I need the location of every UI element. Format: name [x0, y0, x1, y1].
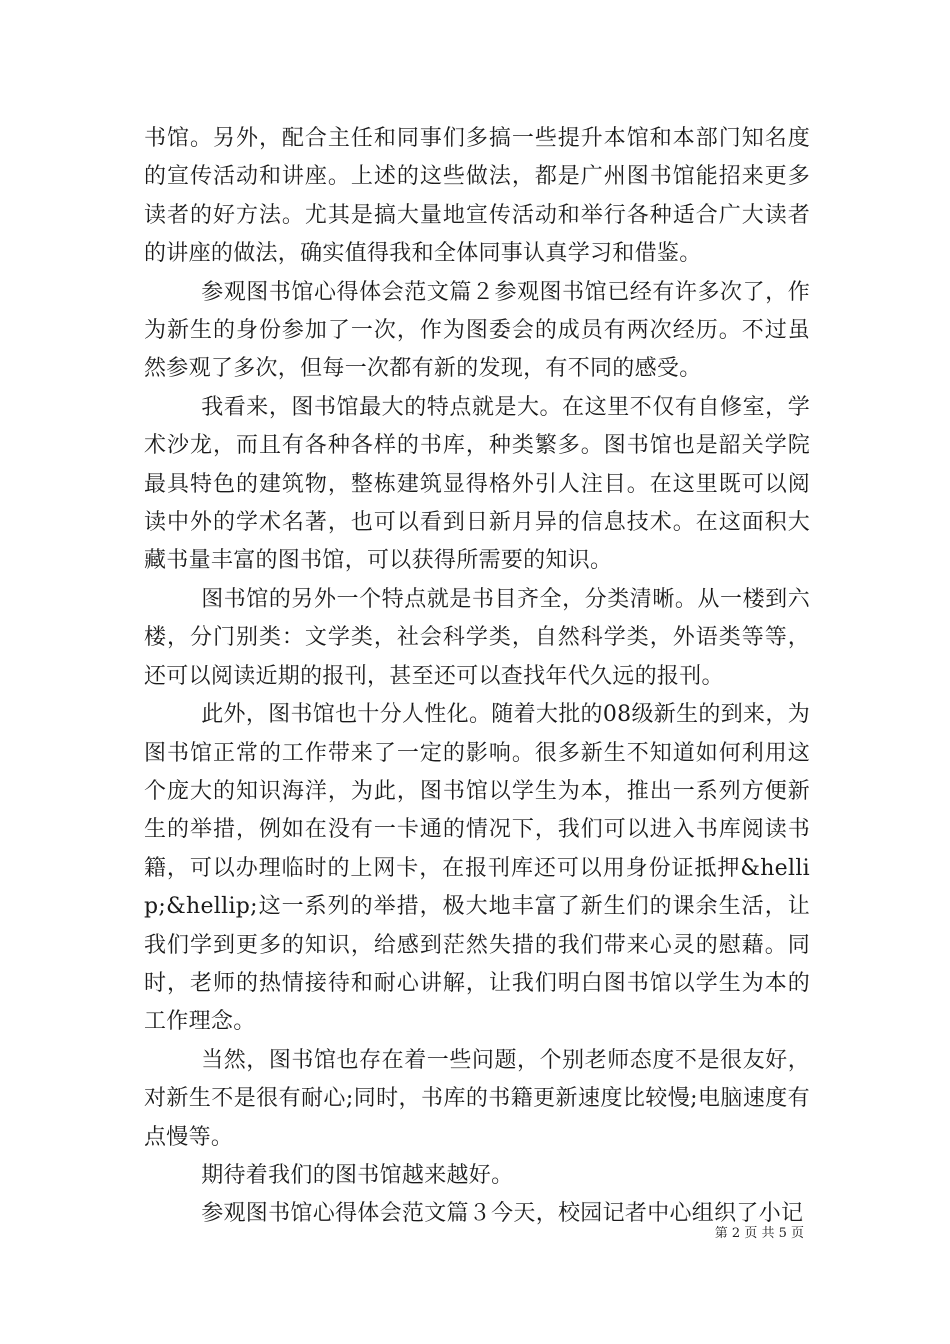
paragraph-library-problems: 当然，图书馆也存在着一些问题，个别老师态度不是很友好，对新生不是很有耐心;同时，书库的书籍更新速度比较慢;电脑速度有点慢等。	[144, 1047, 810, 1150]
paragraph-essay-2-intro: 参观图书馆心得体会范文篇２参观图书馆已经有许多次了，作为新生的身份参加了一次，作为图委会的成员有两次经历。不过虽然参观了多次，但每一次都有新的发现，有不同的感受。	[144, 279, 810, 382]
paragraph-library-catalog: 图书馆的另外一个特点就是书目齐全，分类清晰。从一楼到六楼，分门别类：文学类，社会科学类，自然科学类，外语类等等，还可以阅读近期的报刊，甚至还可以查找年代久远的报刊。	[144, 586, 810, 689]
paragraph-expectation: 期待着我们的图书馆越来越好。	[201, 1162, 514, 1188]
paragraph-library-humane: 此外，图书馆也十分人性化。随着大批的08级新生的到来，为图书馆正常的工作带来了一定的影响。很多新生不知道如何利用这个庞大的知识海洋，为此，图书馆以学生为本，推出一系列方便新生的举措，例如在没有一卡通的情况下，我们可以进入书库阅读书籍，可以办理临时的上网卡，在报刊库还可以用身份证抵押&hellip;&hellip;这一系列的举措，极大地丰富了新生们的课余生活，让我们学到更多的知识，给感到茫然失措的我们带来心灵的慰藉。同时，老师的热情接待和耐心讲解，让我们明白图书馆以学生为本的工作理念。	[144, 702, 810, 1035]
paragraph-essay-3-intro: 参观图书馆心得体会范文篇３今天，校园记者中心组织了小记	[201, 1201, 804, 1227]
page-number-footer: 第 2 页 共 5 页	[714, 1226, 804, 1241]
paragraph-continuation: 书馆。另外，配合主任和同事们多搞一些提升本馆和本部门知名度的宣传活动和讲座。上述的这些做法，都是广州图书馆能招来更多读者的好方法。尤其是搞大量地宣传活动和举行各种适合广大读者的讲座的做法，确实值得我和全体同事认真学习和借鉴。	[144, 126, 810, 267]
paragraph-library-size: 我看来，图书馆最大的特点就是大。在这里不仅有自修室，学术沙龙，而且有各种各样的书库，种类繁多。图书馆也是韶关学院最具特色的建筑物，整栋建筑显得格外引人注目。在这里既可以阅读中外的学术名著，也可以看到日新月异的信息技术。在这面积大藏书量丰富的图书馆，可以获得所需要的知识。	[144, 394, 810, 574]
document-body	[144, 120, 810, 1234]
